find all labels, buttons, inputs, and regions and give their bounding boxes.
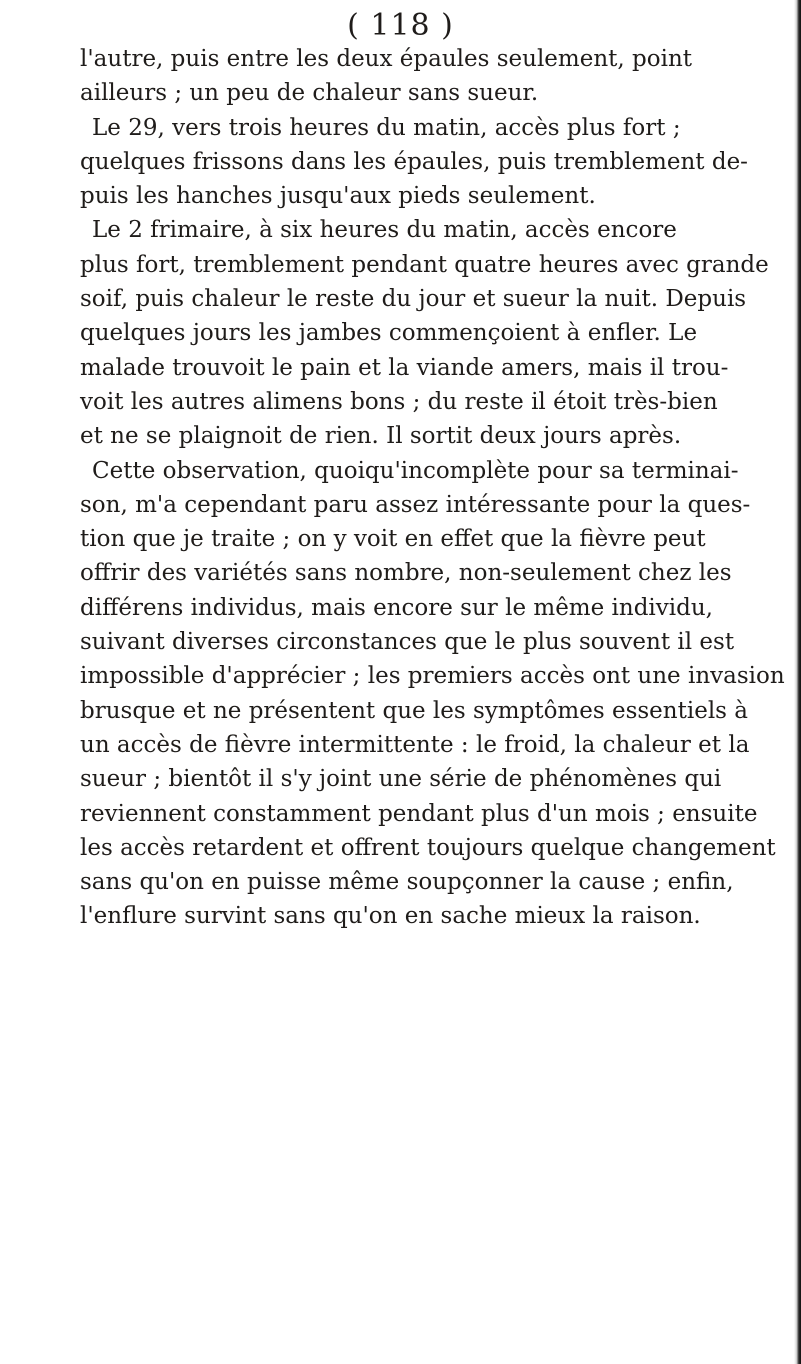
text-line: reviennent constamment pendant plus d'un mois ; ensuite <box>80 800 758 827</box>
page-number: ( 118 ) <box>347 8 454 43</box>
text-line: et ne se plaignoit de rien. Il sortit deux jours après. <box>80 423 682 450</box>
text-line: sans qu'on en puisse même soupçonner la cause ; enfin, <box>80 869 734 896</box>
text-line: voit les autres alimens bons ; du reste il étoit très-bien <box>80 388 718 415</box>
text-line: Le 2 frimaire, à six heures du matin, accès encore <box>92 217 677 244</box>
text-line: plus fort, tremblement pendant quatre heures avec grande <box>80 251 769 278</box>
text-line: soif, puis chaleur le reste du jour et sueur la nuit. Depuis <box>80 286 747 313</box>
text-line: l'enflure survint sans qu'on en sache mieux la raison. <box>80 903 701 930</box>
text-line: suivant diverses circonstances que le plus souvent il est <box>80 629 735 656</box>
text-line: quelques frissons dans les épaules, puis tremblement de- <box>80 148 748 175</box>
text-line: Le 29, vers trois heures du matin, accès plus fort ; <box>92 114 681 141</box>
text-line: son, m'a cependant paru assez intéressante pour la ques- <box>80 491 751 518</box>
text-line: Cette observation, quoiqu'incomplète pour sa terminai- <box>92 457 739 484</box>
text-line: offrir des variétés sans nombre, non-seulement chez les <box>80 560 732 587</box>
text-line: différens individus, mais encore sur le même individu, <box>80 594 713 621</box>
text-line: tion que je traite ; on y voit en effet que la fièvre peut <box>80 526 706 553</box>
text-line: brusque et ne présentent que les symptômes essentiels à <box>80 697 748 724</box>
text-line: quelques jours les jambes commençoient à enfler. Le <box>80 320 698 347</box>
text-line: ailleurs ; un peu de chaleur sans sueur. <box>80 80 539 107</box>
text-line: puis les hanches jusqu'aux pieds seulement. <box>80 183 596 210</box>
text-line: un accès de fièvre intermittente : le froid, la chaleur et la <box>80 731 750 758</box>
text-line: malade trouvoit le pain et la viande amers, mais il trou- <box>80 354 729 381</box>
text-line: sueur ; bientôt il s'y joint une série de phénomènes qui <box>80 766 722 793</box>
text-line: les accès retardent et offrent toujours quelque changement <box>80 834 776 861</box>
text-line: l'autre, puis entre les deux épaules seulement, point <box>80 46 692 72</box>
text-line: impossible d'apprécier ; les premiers accès ont une invasion <box>80 663 785 690</box>
page-edge-shadow <box>794 0 801 1364</box>
body-text <box>80 42 788 934</box>
